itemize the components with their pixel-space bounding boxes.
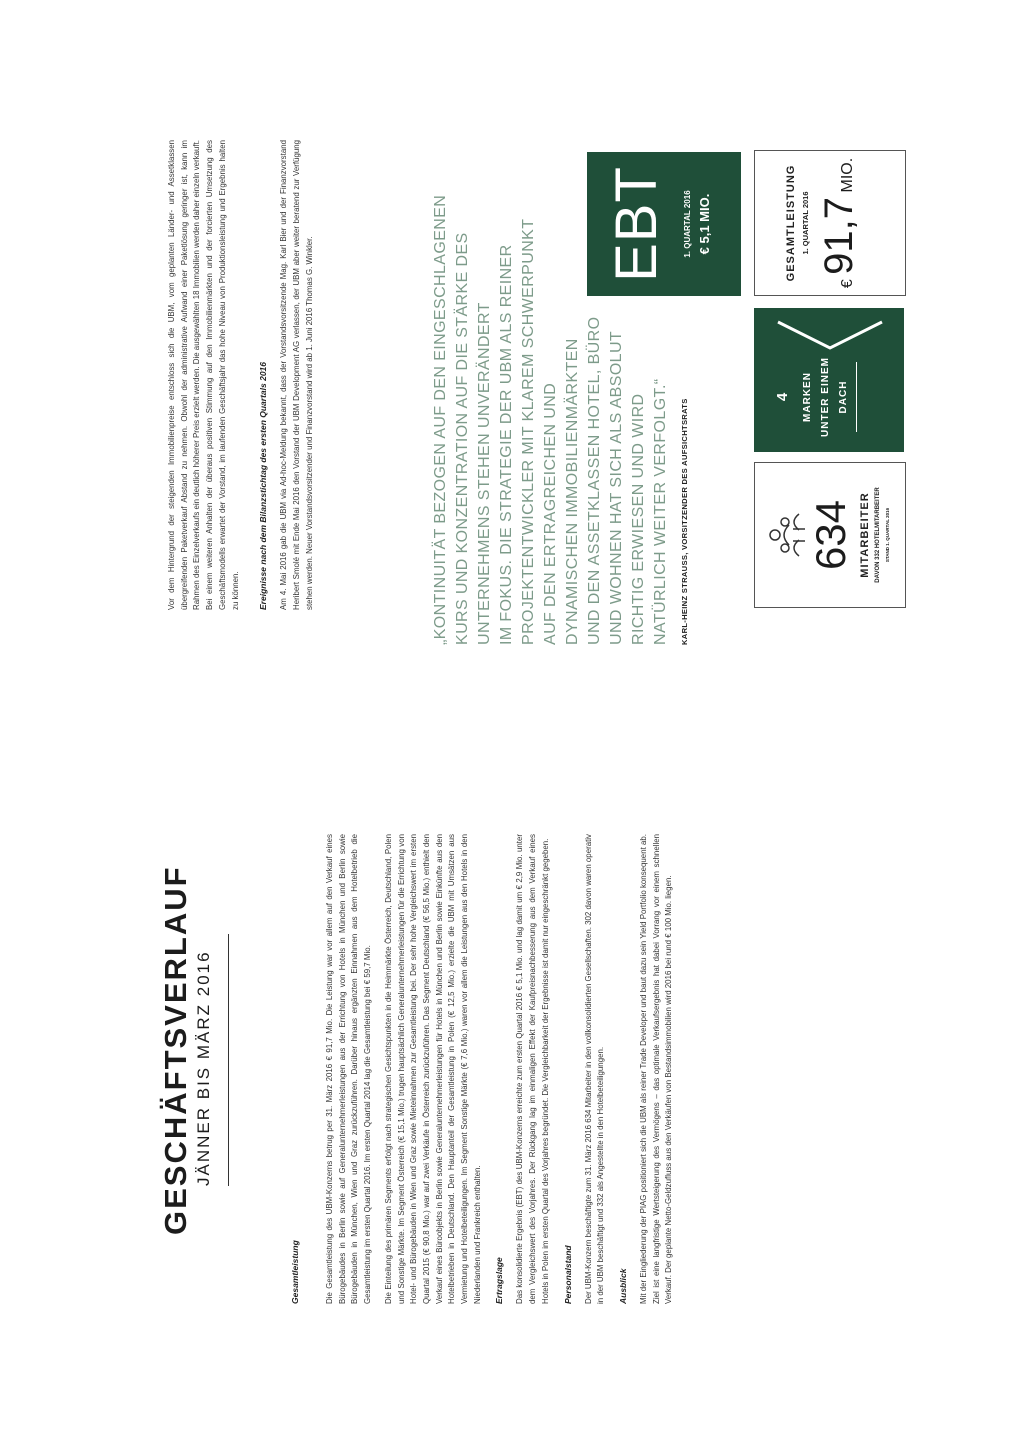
marken-line-3: DACH — [838, 380, 849, 414]
heading-ausblick: Ausblick — [617, 1268, 628, 1304]
marken-underline — [856, 362, 857, 432]
paragraph-ausblick-2: Vor dem Hintergrund der steigenden Immobilienpreise entschloss sich die UBM, vom geplanten Länder- und Assetklassen übergreifenden Paketverkauf Abstand zu nehmen. Obwohl der administrative Aufwand einer Paketlösung geringer ist, kann im Rahmen des Einzelverkaufs ein deutlich höherer Preis erzielt werden. Die ausgewählten 18 Immobilien werden daher einzeln verkauft. Bei einem weiteren Anhalten der überaus positiven Stimmung auf den Immobilienmärkten und der forcierten Umsetzung des Geschäftsmodells erwartet der Vorstand, im laufenden Geschäftsjahr das hohe Niveau von Produktionsleistung und Ergebnis halten zu können. — [167, 140, 240, 610]
left-column — [290, 834, 676, 1304]
paragraph-personalstand: Der UBM-Konzern beschäftigte zum 31. März 2016 634 Mitarbeiter in den vollkonsolidierten Gesellschaften. 302 davon waren operativ in der UBM beschäftigt und 332 als Angestellte in den Hotelbeteiligungen. — [583, 834, 606, 1304]
kpi-mitarbeiter-box — [754, 462, 906, 608]
heading-personalstand: Personalstand — [562, 1245, 573, 1304]
paragraph-ertragslage: Das konsolidierte Ergebnis (EBT) des UBM-Konzerns erreichte zum ersten Quartal 2016 € 5,1 Mio. und lag damit um € 2,9 Mio. unter dem Vergleichswert des Vorjahres. Der Rückgang lag im einmaligen Effekt der Kaufpreisnachbesserung aus dem Verkauf eines Hotels in Polen im ersten Quartal des Vorjahres begründet. Die Vergleichbarkeit der Ergebnisse ist damit nur eingeschränkt gegeben. — [515, 834, 550, 1304]
title-rule — [228, 934, 229, 1186]
marken-line-1: MARKEN — [802, 372, 813, 422]
marken-line-2: UNTER EINEM — [820, 357, 831, 437]
quote-line: UND DEN ASSETKLASSEN HOTEL, BÜRO — [586, 316, 603, 645]
gesamtleistung-unit: MIO. — [839, 157, 856, 193]
ebt-label: 1. QUARTAL 2016 — [683, 190, 692, 258]
ebt-big: EBT — [604, 166, 669, 282]
mitarbeiter-sublabel: DAVON 332 HOTELMITARBEITER — [875, 487, 881, 583]
mitarbeiter-number: 634 — [807, 499, 854, 571]
kpi-gesamtleistung-box — [754, 150, 906, 296]
quote-author: KARL-HEINZ STRAUSS, VORSITZENDER DES AUFSICHTSRATS — [680, 398, 689, 645]
quote-line: RICHTIG ERWIESEN UND WIRD — [630, 393, 647, 645]
quote-line: PROJEKTENTWICKLER MIT KLAREM SCHWERPUNKT — [520, 218, 537, 645]
quote-line: NATÜRLICH WEITER VERFOLGT.“ — [652, 378, 669, 645]
gesamtleistung-value-row — [817, 151, 862, 295]
mitarbeiter-stand: STAND 1. QUARTAL 2016 — [885, 507, 890, 563]
marken-number: 4 — [774, 392, 791, 402]
quote-line: UNTERNEHMENS STEHEN UNVERÄNDERT — [476, 302, 493, 645]
heading-ereignisse: Ereignisse nach dem Bilanzstichtag des ersten Quartals 2016 — [258, 361, 269, 610]
quote-line: KURS UND KONZENTRATION AUF DIE STÄRKE DES — [454, 232, 471, 645]
quote-line: „KONTINUITÄT BEZOGEN AUF DEN EINGESCHLAGENEN — [432, 194, 449, 645]
paragraph-ereignisse: Am 4. Mai 2016 gab die UBM via Ad-hoc-Meldung bekannt, dass der Vorstandsvorsitzende Mag. Karl Bier und der Finanzvorstand Heribert Smolé mit Ende Mai 2016 den Vorstand der UBM Development AG verlassen, der UBM aber weiter beratend zur Verfügung stehen werden. Neuer Vorstandsvorsitzender und Finanzvorstand wird ab 1. Juni 2016 Thomas G. Winkler. — [279, 140, 314, 610]
gesamtleistung-sublabel: 1. QUARTAL 2016 — [801, 191, 810, 255]
people-icon — [767, 509, 807, 561]
gesamtleistung-prefix: € — [839, 279, 856, 289]
kpi-marken-box — [754, 308, 904, 452]
quote-line: AUF DEN ERTRAGREICHEN UND — [542, 382, 559, 645]
page-subtitle: JÄNNER BIS MÄRZ 2016 — [194, 950, 213, 1186]
heading-ertragslage: Ertragslage — [494, 1257, 505, 1304]
paragraph-gesamtleistung-1: Die Gesamtleistung des UBM-Konzerns betrug per 31. März 2016 € 91,7 Mio. Die Leistung war vor allem auf den Verkauf eines Bürogebäudes in Berlin sowie auf Generalunternehmerleistungen aus der Errichtung von Hotels in München und Berlin sowie Bürogebäuden in München, Wien und Graz zurückzuführen. Darüber hinaus ergänzten Einnahmen aus dem Hotelbetrieb die Gesamtleistung im ersten Quartal 2016. Im ersten Quartal 2014 lag die Gesamtleistung bei € 59,7 Mio. — [325, 834, 373, 1304]
paragraph-ausblick-1: Mit der Eingliederung der PIAG positioniert sich die UBM als reiner Trade Developer und baut dazu sein Yield Portfolio konsequent ab. Ziel ist eine langfristige Wertsteigerung des Vermögens – das optimale Verkaufsergebnis hat dabei Vorrang vor einem schnellen Verkauf. Der geplante Netto-Geldzufluss aus den Verkäufen von Bestandsimmobilien wird 2016 bei rund € 100 Mio. liegen. — [638, 834, 674, 1304]
gesamtleistung-label: GESAMTLEISTUNG — [785, 164, 797, 282]
right-column — [166, 140, 316, 610]
ebt-value: € 5,1 MIO. — [697, 193, 712, 255]
quote-line: UND WOHNEN HAT SICH ALS ABSOLUT — [608, 330, 625, 645]
mitarbeiter-label: MITARBEITER — [859, 492, 871, 578]
gesamtleistung-value: 91,7 — [817, 196, 861, 275]
quote-line: DYNAMISCHEN IMMOBILIENMÄRKTEN — [564, 338, 581, 645]
kpi-ebt-box — [587, 152, 741, 296]
quote-line: IM FOKUS. DIE STRATEGIE DER UBM ALS REINER — [498, 244, 515, 645]
heading-gesamtleistung: Gesamtleistung — [290, 1240, 300, 1304]
page-title: GESCHÄFTSVERLAUF — [158, 865, 193, 1235]
paragraph-gesamtleistung-2: Die Einteilung des primären Segments erfolgt nach strategischen Gesichtspunkten in die Heimmärkte Österreich, Deutschland, Polen und Sonstige Märkte. Im Segment Österreich (€ 15,1 Mio.) trugen hauptsächlich Generalunternehmerleistungen für die Errichtung von Hotel- und Bürogebäuden in Wien und Graz sowie Mieteinnahmen zur Gesamtleistung bei. Der sehr hohe Vergleichswert im ersten Quartal 2015 (€ 90,8 Mio.) war auf zwei Verkäufe in Österreich zurückzuführen. Das Segment Deutschland (€ 56,5 Mio.) enthielt den Verkauf eines Büroobjekts in Berlin sowie Generalunternehmerleistungen für Hotels in München und Berlin sowie Einkünfte aus den Hotelbetrieben in Deutschland. Den Hauptanteil der Gesamtleistung in Polen (€ 12,5 Mio.) erzielte die UBM mit Umsätzen aus Vermietung und Hotelbeteiligungen. Im Segment Sonstige Märkte (€ 7,6 Mio.) waren vor allem die Leistungen aus den Hotels in den Niederlanden und Frankreich enthalten. — [383, 834, 482, 1304]
